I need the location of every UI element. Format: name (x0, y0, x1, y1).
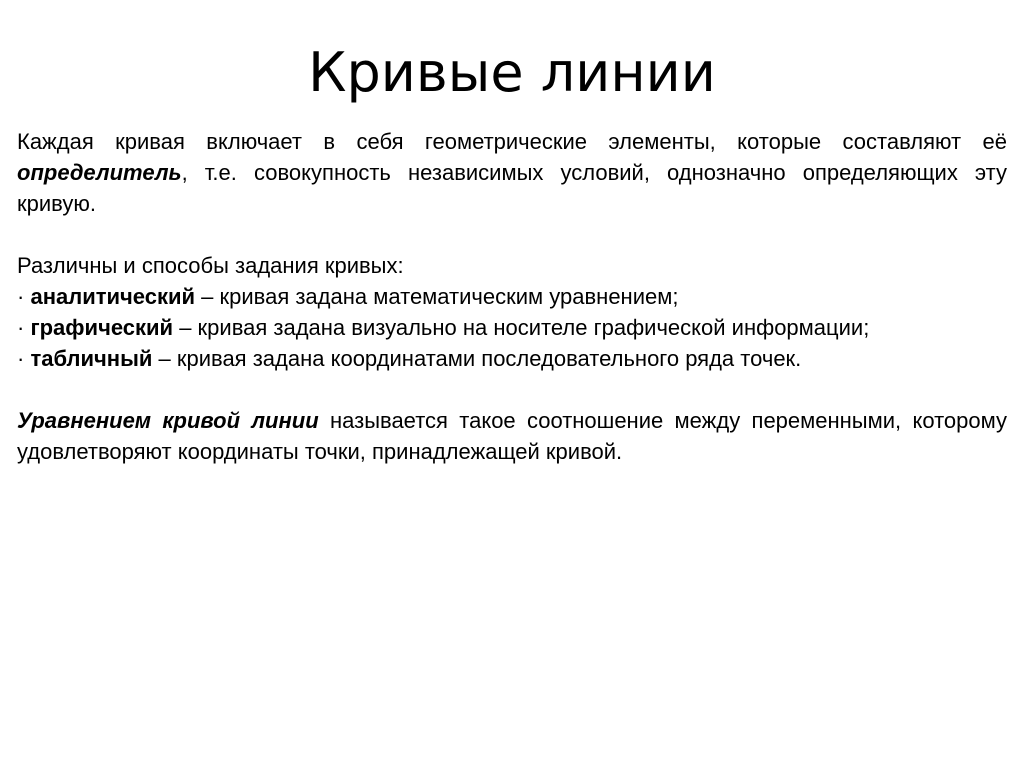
method-term-tabular: табличный (30, 346, 153, 371)
method-term-analytic: аналитический (30, 284, 196, 309)
definition-term: Уравнением кривой линии (17, 408, 319, 433)
definition-rest: называется такое соотношение между переменными, которому удовлетворяют координаты точки, принадлежащей кривой. (17, 408, 1007, 464)
determinant-intro: Каждая кривая включает в себя геометрические элементы, которые составляют её (17, 129, 1007, 154)
paragraph-gap (17, 219, 1007, 250)
bullet-dot: · (17, 346, 25, 371)
method-term-graphic: графический (30, 315, 174, 340)
bullet-dot: · (17, 315, 25, 340)
determinant-paragraph (17, 126, 1007, 219)
method-item-graphic (17, 312, 1007, 343)
bullet-dot: · (17, 284, 25, 309)
method-item-analytic (17, 281, 1007, 312)
method-desc-tabular: – кривая задана координатами последовательного ряда точек. (152, 346, 802, 371)
definition-paragraph (17, 405, 1007, 467)
paragraph-gap (17, 374, 1007, 405)
slide-title: Кривые линии (308, 41, 716, 104)
determinant-term: определитель (17, 160, 182, 185)
determinant-rest: , т.е. совокупность независимых условий, однозначно определяющих эту кривую. (17, 160, 1007, 216)
method-desc-graphic: – кривая задана визуально на носителе графической информации; (173, 315, 870, 340)
methods-heading: Различны и способы задания кривых: (17, 253, 404, 278)
slide-body (17, 126, 1007, 467)
method-item-tabular (17, 343, 1007, 374)
method-desc-analytic: – кривая задана математическим уравнением; (195, 284, 679, 309)
